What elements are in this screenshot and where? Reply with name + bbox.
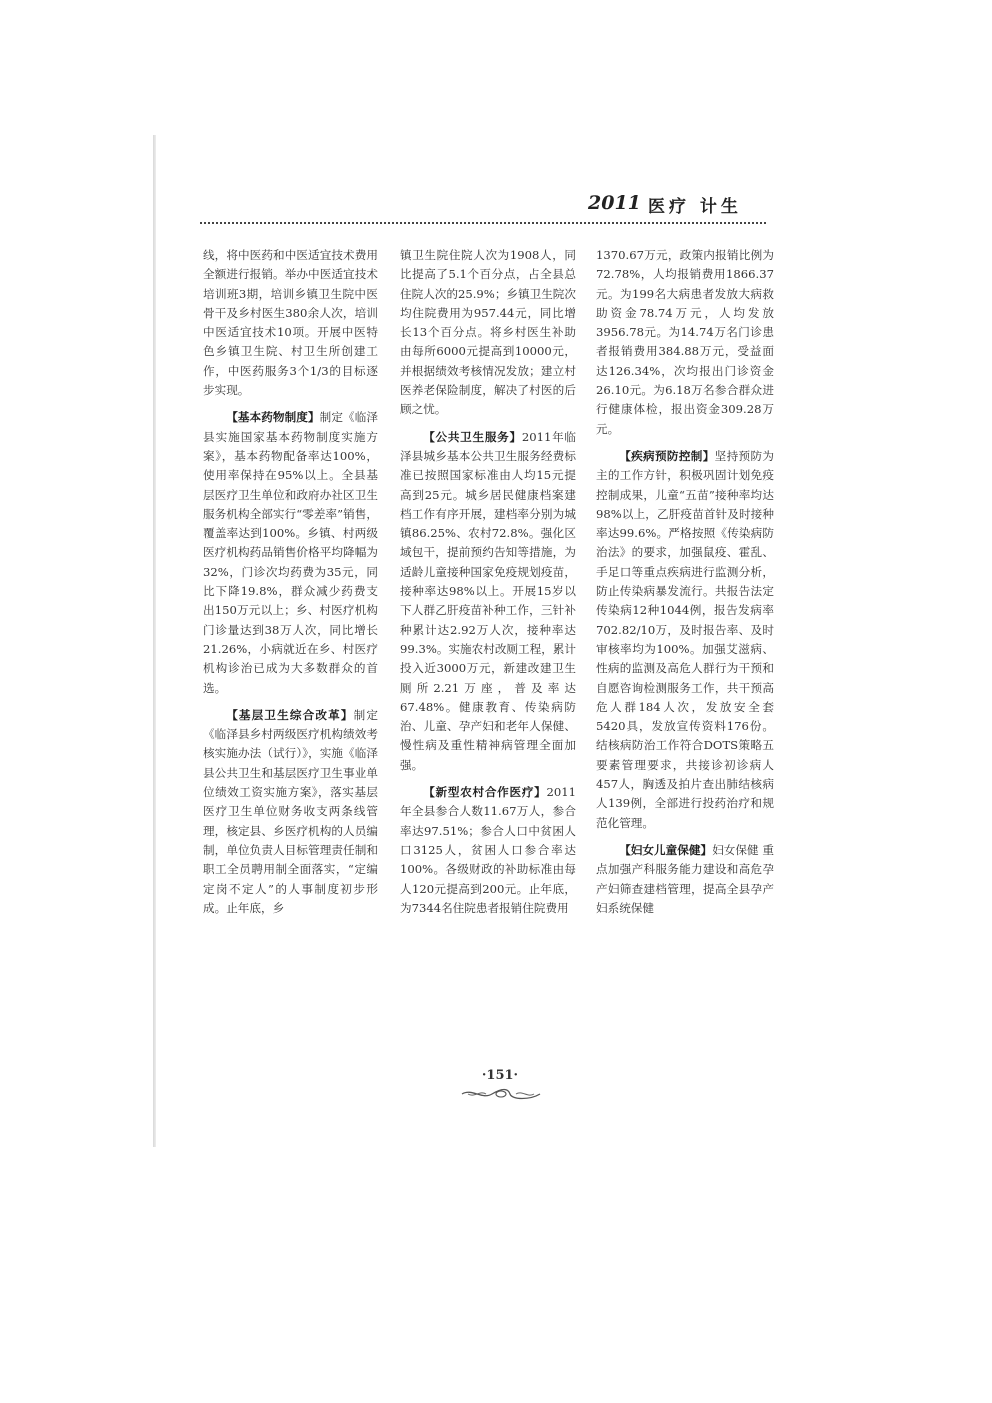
- section-body: 制定《临泽县实施国家基本药物制度实施方案》，基本药物配备率达100%，使用率保持在95%以上。全县基层医疗卫生单位和政府办社区卫生服务机构全部实行“零差率”销售，覆盖率达到100%。乡镇、村两级医疗机构药品销售价格平均降幅为32%，门诊次均药费为35元，同比下降19.8%，群众减少药费支出150万元以上；乡、村医疗机构门诊量达到38万人次，同比增长21.26%，小病就近在乡、村医疗机构诊治已成为大多数群众的首选。: [203, 410, 378, 695]
- paragraph: [400, 428, 576, 775]
- section-body: 2011年临泽县城乡基本公共卫生服务经费标准已按照国家标准由人均15元提高到25元。城乡居民健康档案建档工作有序开展，建档率分别为城镇86.25%、农村72.8%。强化区域包干，提前预约告知等措施，为适龄儿童接种国家免疫规划疫苗，接种率达98%以上。开展15岁以下人群乙肝疫苗补种工作，三针补种累计达2.92万人次，接种率达99.3%。实施农村改厕工程，累计投入近3000万元，新建改建卫生厕所2.21万座，普及率达67.48%。健康教育、传染病防治、儿童、孕产妇和老年人保健、慢性病及重性精神病管理全面加强。: [400, 429, 576, 772]
- text-column-1: [203, 246, 378, 918]
- binding-shadow: [153, 135, 156, 1147]
- paragraph: [400, 783, 576, 918]
- section-heading: 【基本药物制度】: [226, 410, 320, 425]
- paragraph: 1370.67万元，政策内报销比例为72.78%，人均报销费用1866.37元。为199名大病患者发放大病救助资金78.74万元，人均发放3956.78元。为14.74万名门诊患者报销费用384.88万元，受益面达126.34%，次均报出门诊资金26.10元。为6.18万名参合群众进行健康体检，报出资金309.28万元。: [596, 248, 774, 436]
- section-heading: 【公共卫生服务】: [423, 429, 522, 444]
- section-body: 2011年全县参合人数11.67万人，参合率达97.51%；参合人口中贫困人口3125人，贫困人口参合率达100%。各级财政的补助标准由每人120元提高到200元。止年底，为7344名住院患者报销住院费用: [400, 785, 576, 915]
- text-column-3: [596, 246, 774, 918]
- paragraph: [596, 841, 774, 918]
- header-section-title: 医疗 计生: [648, 197, 742, 217]
- paragraph: 镇卫生院住院人次为1908人，同比提高了5.1个百分点，占全县总住院人次的25.9%；乡镇卫生院次均住院费用为957.44元，同比增长13个百分点。将乡村医生补助由每所6000元提高到10000元，并根据绩效考核情况发放；建立村医养老保险制度，解决了村医的后顾之忧。: [400, 248, 576, 417]
- header-year: 2011: [588, 192, 641, 214]
- paragraph: [596, 447, 774, 833]
- page-number: ·151·: [481, 1068, 519, 1083]
- section-body: 坚持预防为主的工作方针，积极巩固计划免疫控制成果，儿童“五苗”接种率均达98%以上，乙肝疫苗首针及时接种率达99.6%。严格按照《传染病防治法》的要求，加强鼠疫、霍乱、手足口等重点疾病进行监测分析，防止传染病暴发流行。共报告法定传染病12种1044例，报告发病率702.82/10万，及时报告率、及时审核率均为100%。加强艾滋病、性病的监测及高危人群行为干预和自愿咨询检测服务工作，共干预高危人群184人次，发放安全套5420具，发放宣传资料176份。结核病防治工作符合DOTS策略五要素管理要求，共接诊初诊病人457人，胸透及拍片查出肺结核病人139例，全部进行投药治疗和规范化管理。: [596, 448, 774, 830]
- section-body: 制定《临泽县乡村两级医疗机构绩效考核实施办法（试行）》，实施《临泽县公共卫生和基层医疗卫生事业单位绩效工资实施方案》，落实基层医疗卫生单位财务收支两条线管理，核定县、乡医疗机构的人员编制，单位负责人目标管理责任制和职工全员聘用制全面落实，“定编定岗不定人”的人事制度初步形成。止年底，乡: [203, 707, 378, 915]
- paragraph: [203, 408, 378, 697]
- paragraph: [203, 706, 378, 918]
- section-body: 妇女保健 重点加强产科服务能力建设和高危孕产妇筛查建档管理，提高全县孕产妇系统保健: [596, 842, 774, 915]
- section-heading: 【疾病预防控制】: [619, 448, 715, 463]
- text-column-2: [400, 246, 576, 918]
- section-heading: 【基层卫生综合改革】: [226, 707, 354, 722]
- header-dotted-rule: [200, 222, 766, 228]
- running-header: [588, 192, 778, 218]
- section-heading: 【新型农村合作医疗】: [423, 785, 547, 800]
- paragraph: 线，将中医药和中医适宜技术费用全额进行报销。举办中医适宜技术培训班3期，培训乡镇卫生院中医骨干及乡村医生380余人次，培训中医适宜技术10项。开展中医特色乡镇卫生院、村卫生所创建工作，中医药服务3个1/3的目标逐步实现。: [203, 248, 378, 398]
- section-heading: 【妇女儿童保健】: [619, 842, 713, 857]
- folio-ornament-icon: [460, 1086, 542, 1102]
